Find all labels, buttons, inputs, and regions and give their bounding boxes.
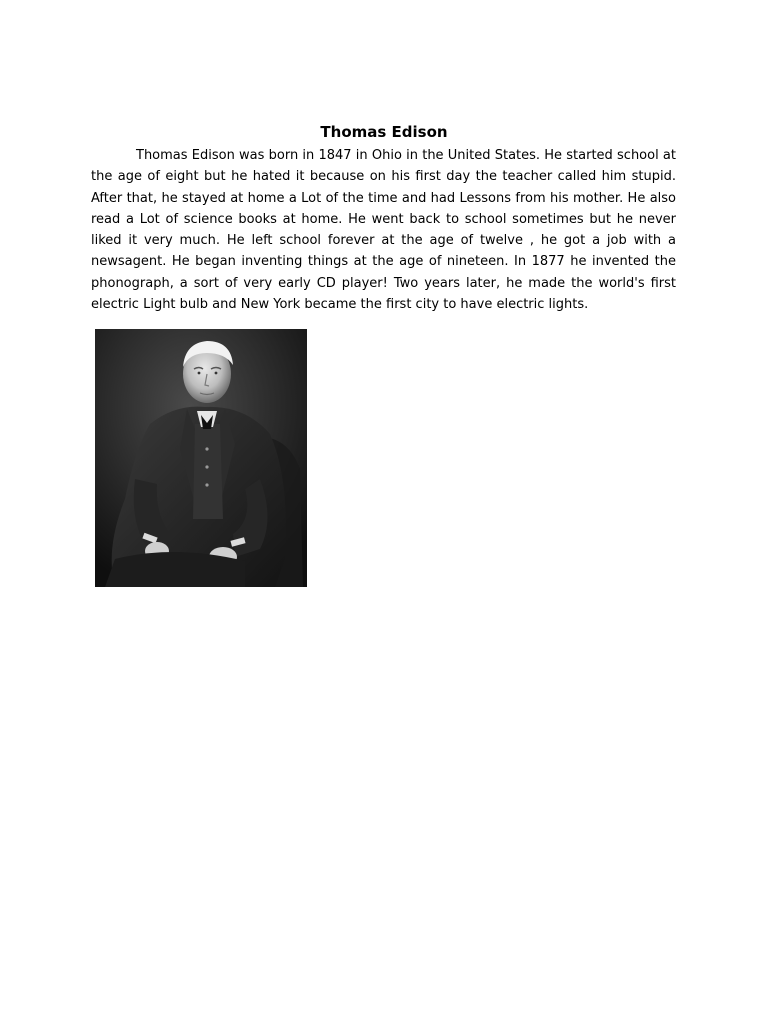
document-title: Thomas Edison xyxy=(320,123,448,141)
portrait-illustration xyxy=(95,329,307,587)
body-paragraph: Thomas Edison was born in 1847 in Ohio in the United States. He started school at the age of eight but he hated it because on his first day the teacher called him stupid. After that, he stayed at home a Lot of the time and had Lessons from his mother. He also read a Lot of science books at home. He went back to school sometimes but he never liked it very much. He left school forever at the age of twelve , he got a job with a newsagent. He began inventing things at the age of nineteen. In 1877 he invented the phonograph, a sort of very early CD player! Two years later, he made the world's first electric Light bulb and New York became the first city to have electric lights. xyxy=(91,148,676,313)
portrait-photo xyxy=(95,329,307,587)
